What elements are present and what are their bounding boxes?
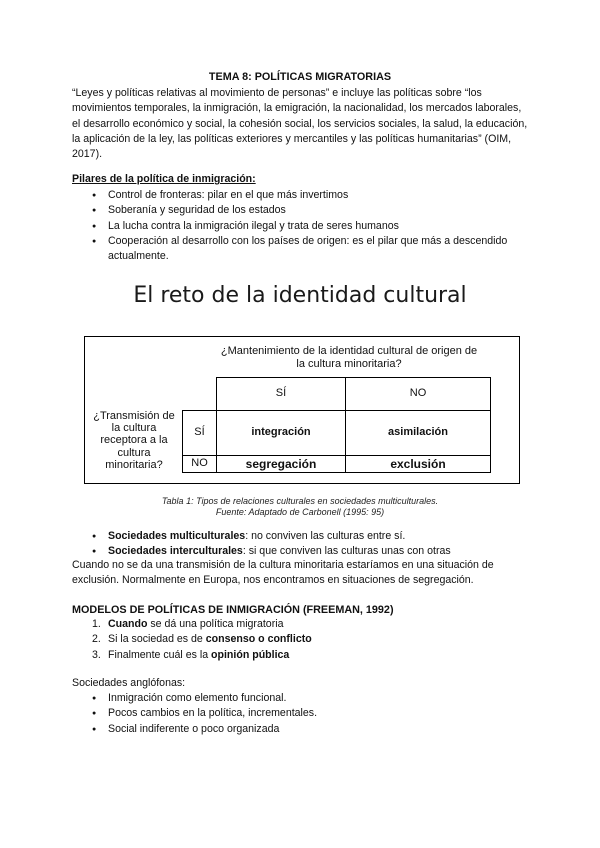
item-bold: Cuando — [108, 618, 148, 630]
sociedades-list — [92, 529, 532, 560]
col-header-no: NO — [409, 387, 427, 399]
grid-line — [216, 377, 491, 378]
cell-segregacion: segregación — [245, 457, 317, 471]
list-item: ● Pocos cambios en la política, incrementales. — [92, 706, 532, 721]
list-item — [92, 648, 312, 663]
item-number: 3. — [92, 648, 101, 661]
document-title: TEMA 8: POLÍTICAS MIGRATORIAS — [208, 71, 392, 83]
modelos-heading: MODELOS DE POLÍTICAS DE INMIGRACIÓN (FREEMAN, 1992) — [72, 604, 394, 616]
caption-line: Tabla 1: Tipos de relaciones culturales en sociedades multiculturales. — [161, 496, 439, 506]
list-item — [92, 617, 312, 632]
row-header-no: NO — [191, 457, 208, 469]
list-item: ● Cooperación al desarrollo con los países de origen: es el pilar que más a descendido actualmente. — [92, 234, 532, 265]
list-item — [92, 529, 532, 544]
item-number: 2. — [92, 633, 101, 646]
list-item: ● La lucha contra la inmigración ilegal y trata de seres humanos — [92, 219, 532, 234]
term: Sociedades interculturales — [108, 545, 243, 558]
cell-asimilacion: asimilación — [388, 426, 448, 438]
pilares-heading: Pilares de la política de inmigración: — [72, 173, 256, 185]
item-pre: Si la sociedad es de — [108, 633, 206, 646]
modelos-list — [92, 617, 312, 663]
figure-caption — [0, 496, 600, 518]
cell-exclusion: exclusión — [390, 457, 446, 471]
item-post: se dá una política migratoria — [147, 618, 284, 630]
grid-line — [182, 410, 491, 411]
row-header-si: SÍ — [194, 426, 205, 438]
exclusion-paragraph: Cuando no se da una transmisión de la cultura minoritaria estaríamos en una situación de exclusión. Normalmente en Europa, nos encontramos en situaciones de segregación. — [72, 559, 494, 587]
list-item: ● Inmigración como elemento funcional. — [92, 691, 532, 706]
item-bold: opinión pública — [211, 648, 290, 661]
col-header-si: SÍ — [275, 387, 287, 399]
intro-paragraph: “Leyes y políticas relativas al movimiento de personas” e incluye las políticas sobre “los movimientos temporales, la inmigración, la emigración, la nacionalidad, los mercados laborales, el desarrollo económico y social, la cohesión social, los servicios sociales, la salud, la educación, la aplicación de la ley, las políticas exteriores y mercantiles y las políticas humanitarias” (OIM, 2017). — [72, 87, 528, 161]
figure-title: El reto de la identidad cultural — [133, 283, 467, 308]
top-question: ¿Mantenimiento de la identidad cultural de origen de la cultura minoritaria? — [220, 345, 478, 370]
item-bold: consenso o conflicto — [205, 633, 312, 646]
list-item — [92, 632, 312, 647]
list-item: ● Control de fronteras: pilar en el que más invertimos — [92, 188, 532, 203]
anglofonas-list — [92, 691, 532, 737]
item-number: 1. — [92, 618, 101, 630]
grid-line — [182, 455, 491, 456]
cell-integracion: integración — [251, 426, 311, 438]
pilares-list — [92, 188, 532, 264]
list-item: ● Soberanía y seguridad de los estados — [92, 203, 532, 218]
term: Sociedades multiculturales — [108, 530, 246, 542]
caption-source: Fuente: Adaptado de Carbonell (1995: 95) — [215, 507, 385, 517]
anglofonas-heading: Sociedades anglófonas: — [72, 677, 186, 689]
item-pre: Finalmente cuál es la — [108, 648, 212, 661]
grid-line — [182, 472, 491, 473]
left-question: ¿Transmisión de la cultura receptora a la cultura minoritaria? — [93, 410, 175, 471]
term-desc: : si que conviven las culturas unas con otras — [242, 545, 451, 558]
term-desc: : no conviven las culturas entre sí. — [245, 530, 406, 542]
list-item: ● Social indiferente o poco organizada — [92, 722, 532, 737]
grid-line — [490, 377, 491, 472]
